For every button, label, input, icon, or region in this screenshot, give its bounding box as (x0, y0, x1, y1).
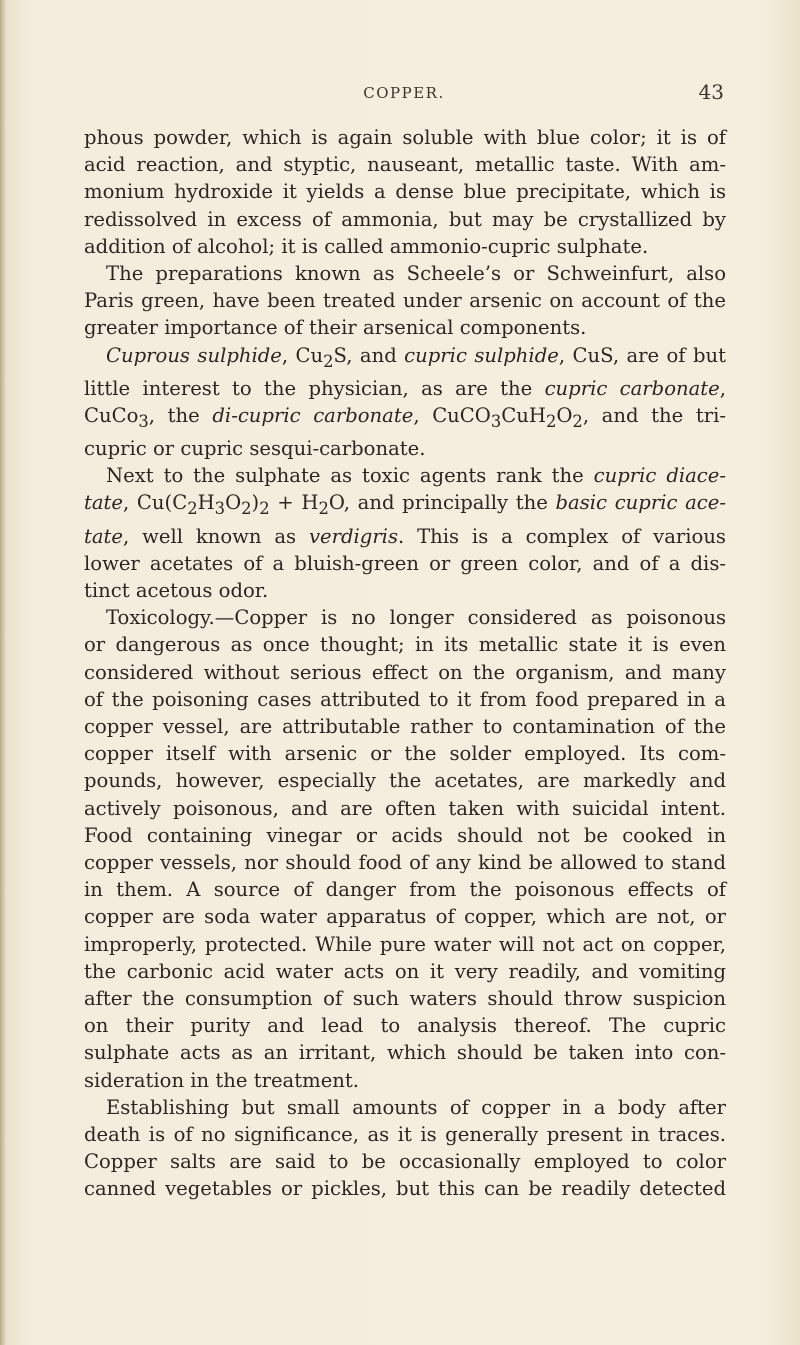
text-line: tinct acetous odor. (84, 578, 269, 602)
text-line: after the consumption of such waters should throw suspicion (84, 987, 726, 1011)
text-line: acid reaction, and styptic, nauseant, metallic taste. With am- (84, 153, 726, 177)
text-line: of the poisoning cases attributed to it from food prepared in a (84, 687, 726, 711)
text-line: Establishing but small amounts of copper in a body after (106, 1095, 726, 1119)
page-header (84, 80, 724, 108)
text-line: improperly, protected. While pure water will not act on copper, (84, 932, 726, 956)
text-line: in them. A source of danger from the poisonous effects of (84, 878, 726, 902)
text-line: Next to the sulphate as toxic agents rank the cupric diace- (106, 464, 726, 488)
text-line: sideration in the treatment. (84, 1068, 360, 1092)
text-line: Toxicology.—Copper is no longer considered as poisonous (106, 606, 726, 630)
text-line: monium hydroxide it yields a dense blue precipitate, which is (84, 180, 726, 204)
text-line: copper vessels, nor should food of any kind be allowed to stand (84, 851, 726, 874)
text-line: redissolved in excess of ammonia, but may be crystallized by (84, 207, 726, 231)
text-line: on their purity and lead to analysis thereof. The cupric (84, 1014, 726, 1038)
text-line: tate, $Cu(C_2H_3O_2)_2 + H_2O$, and principally the basic cupric ace- (84, 491, 726, 519)
text-line: copper itself with arsenic or the solder employed. Its com- (84, 742, 726, 766)
text-line: The preparations known as Scheele’s or Schweinfurt, also (106, 262, 726, 286)
text-line: Paris green, have been treated under arsenic on account of the (84, 289, 726, 313)
text-line: copper vessel, are attributable rather to contamination of the (84, 714, 726, 738)
text-line: tate, well known as verdigris. This is a complex of various (84, 524, 726, 548)
text-line: lower acetates of a bluish-green or green color, and of a dis- (84, 551, 726, 575)
text-line: cupric or cupric sesqui-carbonate. (84, 437, 426, 461)
page-number: 43 (698, 80, 724, 104)
text-line: the carbonic acid water acts on it very readily, and vomiting (84, 959, 726, 983)
text-line: Cuprous sulphide, $Cu_2S$, and cupric sulphide, CuS, are of but (106, 343, 726, 371)
text-line: Copper salts are said to be occasionally employed to color (84, 1150, 726, 1174)
text-line: death is of no significance, as it is generally present in traces. (84, 1123, 726, 1147)
text-line: pounds, however, especially the acetates, are markedly and (84, 769, 726, 793)
text-line: considered without serious effect on the organism, and many (84, 660, 726, 684)
running-head: COPPER. (363, 84, 445, 102)
text-line: copper are soda water apparatus of copper, which are not, or (84, 905, 726, 929)
text-line: little interest to the physician, as are the cupric carbonate, (84, 376, 726, 400)
text-line: or dangerous as once thought; in its metallic state it is even (84, 633, 726, 657)
text-line: sulphate acts as an irritant, which should be taken into con- (84, 1041, 726, 1065)
body-text (84, 124, 726, 1203)
text-line: actively poisonous, and are often taken with suicidal intent. (84, 796, 726, 820)
text-line: greater importance of their arsenical components. (84, 316, 587, 340)
text-line: addition of alcohol; it is called ammonio-cupric sulphate. (84, 234, 649, 258)
text-line: phous powder, which is again soluble with blue color; it is of (84, 126, 726, 149)
text-line: Food containing vinegar or acids should not be cooked in (84, 823, 726, 847)
text-line: canned vegetables or pickles, but this can be readily detected (84, 1177, 726, 1201)
text-line: CuCo$_3$, the di-cupric carbonate, $CuCO_3CuH_2O_2$, and the tri- (84, 403, 726, 431)
page-edge (0, 0, 6, 1345)
